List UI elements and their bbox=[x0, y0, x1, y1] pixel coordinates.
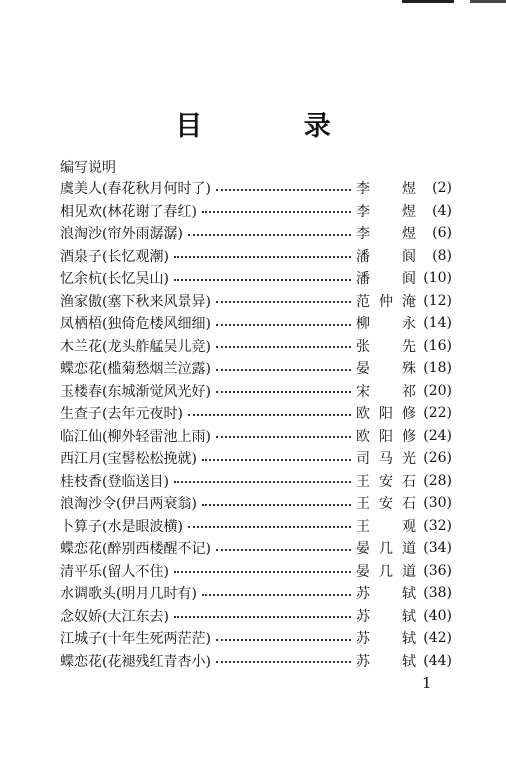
entry-page: (34) bbox=[423, 540, 452, 557]
entry-title: 渔家傲(塞下秋来风景异) bbox=[60, 293, 211, 310]
toc-entry[interactable] bbox=[60, 267, 452, 290]
leader-dots bbox=[202, 503, 351, 506]
entry-page: (6) bbox=[432, 225, 452, 242]
leader-dots bbox=[216, 368, 351, 371]
leader-dots bbox=[216, 660, 351, 663]
scan-edge-mark bbox=[402, 0, 454, 3]
entry-title: 玉楼春(东城渐觉风光好) bbox=[60, 383, 211, 400]
entry-author: 李煜 bbox=[356, 203, 416, 220]
page-title: 目 录 bbox=[175, 111, 377, 142]
entry-page: (32) bbox=[423, 517, 452, 534]
entry-author: 潘阆 bbox=[356, 248, 416, 265]
leader-dots bbox=[202, 593, 351, 596]
toc-entry[interactable] bbox=[60, 447, 452, 470]
toc-entry[interactable] bbox=[60, 650, 452, 673]
leader-dots bbox=[216, 435, 351, 438]
leader-dots bbox=[216, 300, 351, 303]
leader-dots bbox=[216, 548, 351, 551]
leader-dots bbox=[216, 323, 351, 326]
entry-author: 李煜 bbox=[356, 181, 416, 198]
toc-entry[interactable] bbox=[60, 312, 452, 335]
entry-author: 苏轼 bbox=[356, 653, 416, 670]
leader-dots bbox=[174, 615, 351, 618]
entry-title: 水调歌头(明月几时有) bbox=[60, 586, 197, 603]
toc-entry[interactable] bbox=[60, 492, 452, 515]
leader-dots bbox=[174, 255, 351, 258]
entry-author: 晏殊 bbox=[356, 361, 416, 378]
leader-dots bbox=[202, 458, 351, 461]
entry-title: 凤栖梧(独倚危楼风细细) bbox=[60, 316, 211, 333]
entry-title: 虞美人(春花秋月何时了) bbox=[60, 181, 211, 198]
toc-entry[interactable] bbox=[60, 605, 452, 628]
entry-author: 范仲淹 bbox=[356, 293, 416, 310]
leader-dots bbox=[188, 233, 351, 236]
entry-page: (16) bbox=[423, 337, 452, 354]
entry-title: 忆余杭(长忆吴山) bbox=[60, 271, 169, 288]
entry-title: 清平乐(留人不住) bbox=[60, 563, 169, 580]
entry-page: (26) bbox=[423, 450, 452, 467]
entry-author: 欧阳修 bbox=[356, 428, 416, 445]
entry-page: (36) bbox=[423, 562, 452, 579]
entry-page: (4) bbox=[432, 202, 452, 219]
toc-entry[interactable] bbox=[60, 582, 452, 605]
entry-page: (40) bbox=[423, 607, 452, 624]
scan-edge-mark-right bbox=[470, 0, 506, 3]
toc-entry[interactable] bbox=[60, 537, 452, 560]
entry-title: 江城子(十年生死两茫茫) bbox=[60, 631, 211, 648]
entry-author: 李煜 bbox=[356, 226, 416, 243]
entry-page: (8) bbox=[432, 247, 452, 264]
leader-dots bbox=[174, 570, 351, 573]
entry-title: 临江仙(柳外轻雷池上雨) bbox=[60, 428, 211, 445]
entry-author: 宋祁 bbox=[356, 383, 416, 400]
page-number: 1 bbox=[422, 674, 432, 692]
entry-page: (20) bbox=[423, 382, 452, 399]
entry-author: 王安石 bbox=[356, 473, 416, 490]
entry-page: (18) bbox=[423, 360, 452, 377]
toc-entry[interactable] bbox=[60, 560, 452, 583]
entry-title: 念奴娇(大江东去) bbox=[60, 608, 169, 625]
toc-entry[interactable] bbox=[60, 380, 452, 403]
entry-author: 司马光 bbox=[356, 451, 416, 468]
entry-author: 欧阳修 bbox=[356, 406, 416, 423]
leader-dots bbox=[216, 390, 351, 393]
entry-page: (2) bbox=[432, 180, 452, 197]
toc-entry[interactable] bbox=[60, 627, 452, 650]
leader-dots bbox=[216, 638, 351, 641]
entry-title: 浪淘沙(帘外雨潺潺) bbox=[60, 226, 183, 243]
entry-page: (14) bbox=[423, 315, 452, 332]
entry-title: 卜算子(水是眼波横) bbox=[60, 518, 183, 535]
entry-title: 木兰花(龙头舴艋吴儿竞) bbox=[60, 338, 211, 355]
toc-entry[interactable] bbox=[60, 245, 452, 268]
entry-page: (12) bbox=[423, 292, 452, 309]
toc-entry[interactable] bbox=[60, 290, 452, 313]
entry-title: 西江月(宝髻松松挽就) bbox=[60, 451, 197, 468]
toc-entry[interactable] bbox=[60, 335, 452, 358]
leader-dots bbox=[174, 278, 351, 281]
toc-entry[interactable] bbox=[60, 470, 452, 493]
entry-author: 晏几道 bbox=[356, 541, 416, 558]
entry-page: (24) bbox=[423, 427, 452, 444]
entry-author: 柳永 bbox=[356, 316, 416, 333]
entry-author: 王安石 bbox=[356, 496, 416, 513]
entry-author: 潘阆 bbox=[356, 271, 416, 288]
entry-page: (42) bbox=[423, 630, 452, 647]
entry-title: 酒泉子(长忆观潮) bbox=[60, 248, 169, 265]
leader-dots bbox=[174, 480, 351, 483]
entry-title: 生查子(去年元夜时) bbox=[60, 406, 183, 423]
entry-title: 相见欢(林花谢了春红) bbox=[60, 203, 197, 220]
leader-dots bbox=[188, 413, 351, 416]
toc-entry[interactable] bbox=[60, 357, 452, 380]
leader-dots bbox=[202, 210, 351, 213]
entry-title: 蝶恋花(醉别西楼醒不记) bbox=[60, 541, 211, 558]
entry-page: (28) bbox=[423, 472, 452, 489]
table-of-contents bbox=[60, 177, 452, 672]
toc-entry[interactable] bbox=[60, 200, 452, 223]
entry-title: 蝶恋花(花褪残红青杏小) bbox=[60, 653, 211, 670]
entry-page: (22) bbox=[423, 405, 452, 422]
entry-page: (44) bbox=[423, 652, 452, 669]
entry-title: 桂枝香(登临送目) bbox=[60, 473, 169, 490]
toc-entry[interactable] bbox=[60, 222, 452, 245]
entry-author: 苏轼 bbox=[356, 608, 416, 625]
entry-page: (38) bbox=[423, 585, 452, 602]
entry-author: 苏轼 bbox=[356, 586, 416, 603]
toc-entry[interactable] bbox=[60, 402, 452, 425]
toc-entry[interactable] bbox=[60, 177, 452, 200]
entry-author: 王观 bbox=[356, 518, 416, 535]
leader-dots bbox=[216, 188, 351, 191]
entry-page: (30) bbox=[423, 495, 452, 512]
entry-page: (10) bbox=[423, 270, 452, 287]
section-heading: 编写说明 bbox=[60, 160, 116, 176]
leader-dots bbox=[216, 345, 351, 348]
entry-author: 晏几道 bbox=[356, 563, 416, 580]
entry-title: 浪淘沙令(伊吕两衰翁) bbox=[60, 496, 197, 513]
entry-author: 张先 bbox=[356, 338, 416, 355]
entry-author: 苏轼 bbox=[356, 631, 416, 648]
toc-entry[interactable] bbox=[60, 425, 452, 448]
entry-title: 蝶恋花(槛菊愁烟兰泣露) bbox=[60, 361, 211, 378]
toc-entry[interactable] bbox=[60, 515, 452, 538]
leader-dots bbox=[188, 525, 351, 528]
